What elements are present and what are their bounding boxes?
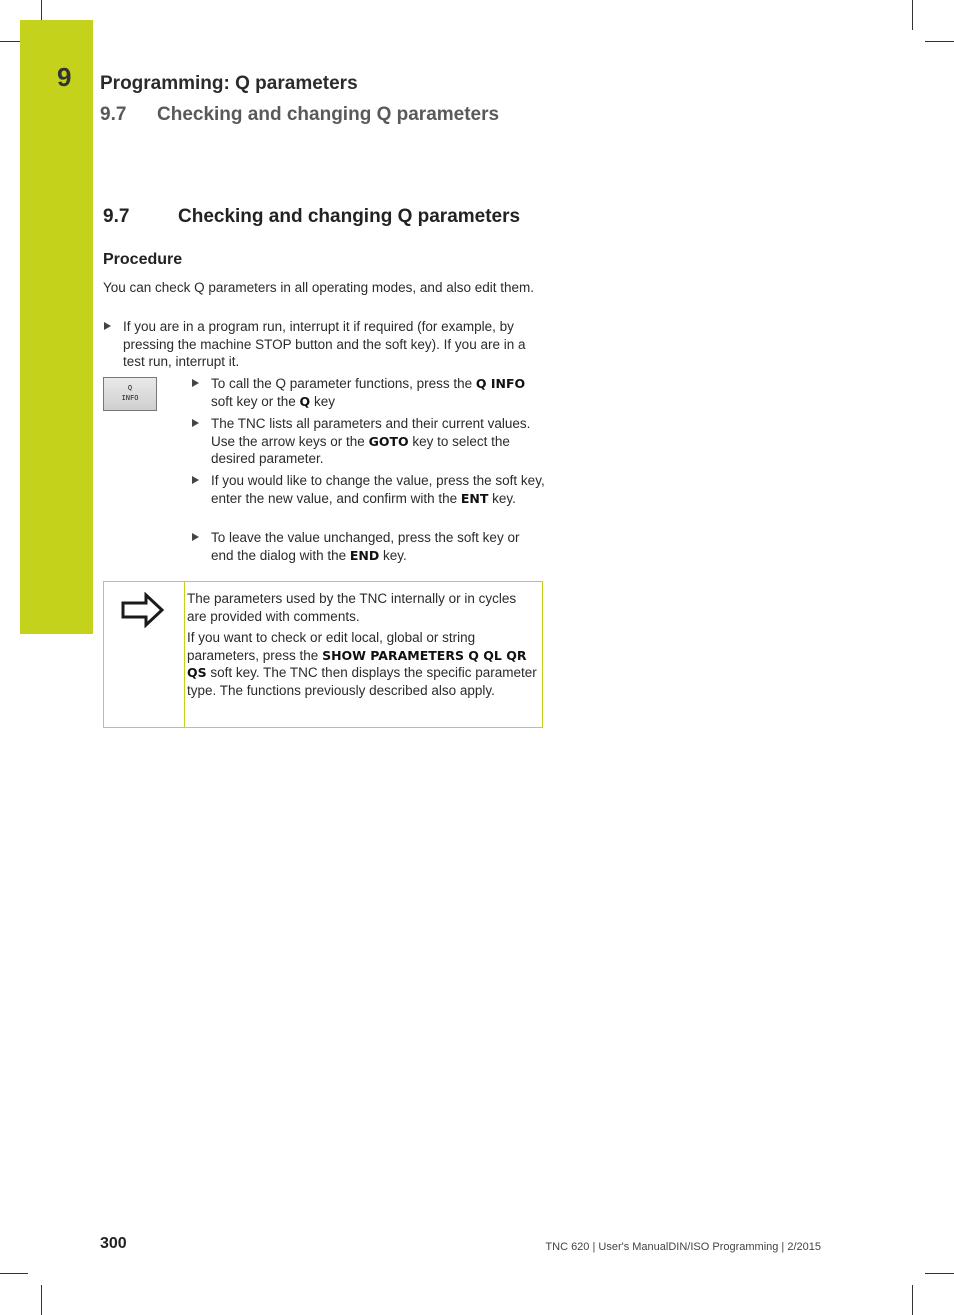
running-header-section-title: Checking and changing Q parameters: [157, 104, 500, 125]
footer-text: TNC 620 | User's ManualDIN/ISO Programming | 2/2015: [545, 1241, 821, 1253]
step-call-q-functions: [211, 375, 541, 410]
step-text: key.: [488, 490, 516, 506]
note-divider: [184, 582, 185, 727]
bullet-triangle-icon: [104, 322, 111, 330]
section-number: 9.7: [103, 206, 130, 227]
step-text: soft key or the: [211, 393, 300, 409]
procedure-intro: You can check Q parameters in all operating modes, and also edit them.: [103, 280, 534, 295]
bullet-triangle-icon: [192, 476, 199, 484]
crop-mark: [41, 0, 42, 20]
procedure-bullet: [123, 318, 538, 371]
running-header-title: Programming: Q parameters: [100, 73, 358, 94]
step-text: The TNC lists all parameters and their current values. Use the arrow keys or the: [211, 416, 531, 449]
bullet-text: If you are in a program run, interrupt it if required (for example, by pressing the machine STOP button and the soft key). If you are in a test run, interrupt it.: [123, 319, 526, 369]
keyword-ent: ENT: [460, 490, 489, 506]
note-box: [103, 581, 543, 728]
step-text: key to select the desired parameter.: [211, 433, 510, 466]
bullet-triangle-icon: [192, 379, 199, 387]
crop-mark: [925, 41, 954, 42]
softkey-label-line1: Q: [127, 384, 133, 392]
note-text: If you want to check or edit local, global or string parameters, press the: [187, 630, 476, 663]
q-info-softkey[interactable]: [103, 377, 157, 411]
crop-mark: [912, 0, 913, 30]
step-text: If you would like to change the value, press the soft key, enter the new value, and confirm with the: [211, 473, 545, 506]
running-header-section-number: 9.7: [100, 104, 127, 125]
chapter-tab: [20, 20, 93, 634]
page-number: 300: [100, 1235, 127, 1252]
note-paragraph-1: The parameters used by the TNC internally or in cycles are provided with comments.: [187, 591, 517, 624]
note-paragraph-2: [187, 629, 537, 699]
note-text: soft key. The TNC then displays the specific parameter type. The functions previously described also apply.: [187, 665, 537, 698]
softkey-label-line2: INFO: [121, 394, 139, 402]
crop-mark: [0, 41, 20, 42]
step-text: To leave the value unchanged, press the soft key or end the dialog with the: [211, 530, 520, 563]
step-list-parameters: [211, 415, 541, 468]
step-text: key.: [379, 547, 407, 563]
bullet-triangle-icon: [192, 419, 199, 427]
section-title: Checking and changing Q parameters: [178, 206, 521, 227]
crop-mark: [925, 1273, 954, 1274]
keyword-q: Q: [299, 393, 311, 409]
keyword-end: END: [349, 547, 380, 563]
chapter-number: 9: [57, 62, 72, 92]
crop-mark: [41, 1285, 42, 1315]
crop-mark: [0, 1273, 28, 1274]
keyword-q-info: Q INFO: [475, 376, 526, 391]
procedure-heading: Procedure: [103, 251, 183, 268]
step-change-value: [211, 472, 546, 507]
step-leave-unchanged: [211, 529, 541, 564]
running-header-section: [100, 104, 499, 126]
section-heading: [103, 206, 520, 228]
keyword-goto: GOTO: [368, 433, 409, 449]
keyword-show-parameters: SHOW PARAMETERS Q QL QR QS: [187, 647, 527, 680]
crop-mark: [912, 1285, 913, 1315]
arrow-right-icon: [120, 592, 166, 628]
step-text: To call the Q parameter functions, press the: [211, 376, 476, 391]
bullet-triangle-icon: [192, 533, 199, 541]
step-text: key: [310, 393, 335, 409]
